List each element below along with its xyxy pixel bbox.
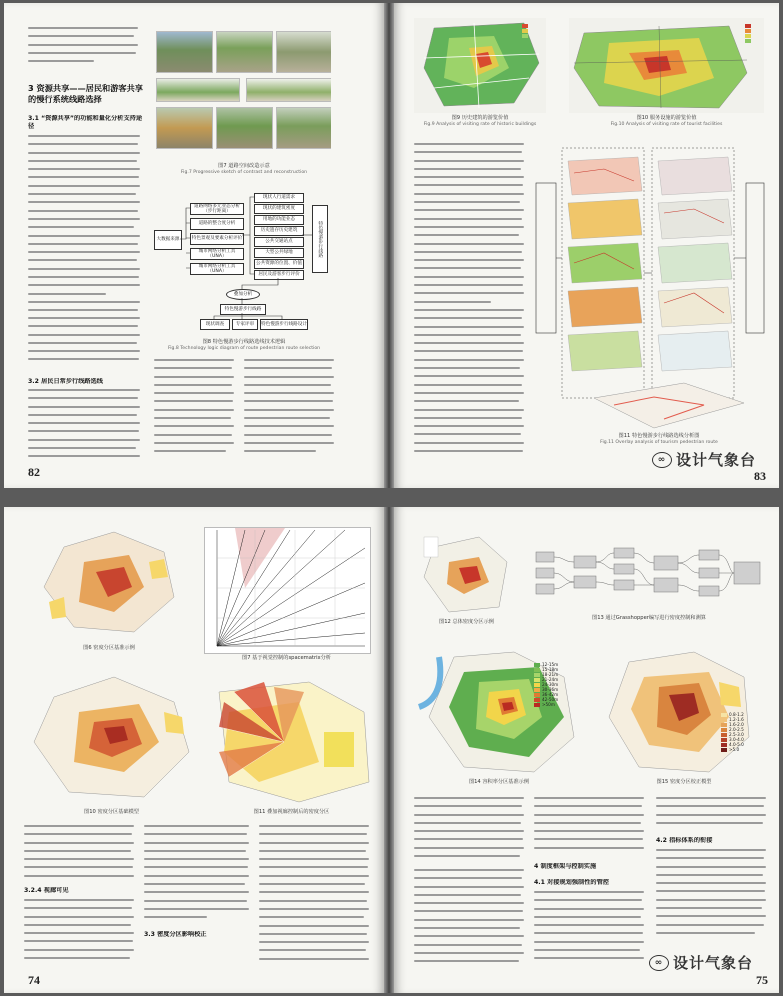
fig11-caption: 图11 叠加视廊控制后的密度分区 xyxy=(253,809,330,815)
flow-box: 公共资源的位置、价值 xyxy=(254,259,304,269)
subheading-3-3: 3.3 密度分区影响校正 xyxy=(144,931,207,938)
subheading-4-1: 4.1 对接规划强制性的管控 xyxy=(534,879,609,886)
street-photo xyxy=(276,107,331,149)
street-section-drawing xyxy=(156,78,240,102)
page-number: 74 xyxy=(28,973,40,987)
body-text-block xyxy=(534,891,644,971)
gutter xyxy=(384,507,394,993)
fig14-graphic xyxy=(414,647,584,777)
fig11-graphic xyxy=(534,143,769,433)
fig10-density-model xyxy=(24,672,199,807)
flow-box: 城市网络分析工具（UNA） xyxy=(190,248,244,260)
page-number: 83 xyxy=(754,469,766,483)
wechat-icon: ∞ xyxy=(649,955,669,971)
flow-connectors xyxy=(154,185,332,335)
fig10-graphic xyxy=(24,672,199,807)
fig10-map-graphic xyxy=(569,18,764,113)
fig11-overlay-diagram xyxy=(534,143,769,433)
fig12-caption: 图12 总体密度分区示例 xyxy=(439,619,494,625)
flow-box: 叠加分析 xyxy=(226,289,260,300)
section-heading: 3 资源共享——居民和游客共享的慢行系统线路选择 xyxy=(28,83,143,104)
fig7-spacematrix-chart xyxy=(204,527,371,654)
fig7-caption: 图7 道路空间改造示意 Fig.7 Progressive sketch of contrast and reconstruction xyxy=(180,163,308,175)
fig10-caption: 图10 服务设施的游览价值 Fig.10 Analysis of visiting rate of tourist facilities xyxy=(610,115,723,127)
bottom-spread xyxy=(4,507,779,993)
fig12-graphic xyxy=(419,532,514,617)
watermark: ∞ 设计气象台 xyxy=(649,952,753,973)
fig14-caption: 图14 容积率分区基准示例 xyxy=(468,779,530,785)
body-text-block xyxy=(414,797,524,867)
flow-box: 用地的功能业态 xyxy=(254,215,304,225)
body-text-block xyxy=(28,135,140,317)
street-photo xyxy=(276,31,331,73)
page-number: 75 xyxy=(756,973,768,987)
body-text-block xyxy=(24,899,134,969)
watermark: ∞ 设计气象台 xyxy=(652,449,756,470)
flow-box: 现状的建筑密度 xyxy=(254,204,304,214)
subheading-4: 4 制度框架与控制实施 xyxy=(534,863,597,870)
fig10-map xyxy=(569,18,764,113)
body-text-block xyxy=(414,869,524,969)
fig7-graphic xyxy=(205,528,370,653)
body-text-block xyxy=(144,825,249,970)
page-75 xyxy=(394,507,779,993)
fig6-graphic xyxy=(34,527,184,642)
street-photo xyxy=(216,31,273,73)
flow-box: 道路的整合度分析 xyxy=(190,218,244,230)
body-text-block xyxy=(28,389,140,464)
fig11-caption: 图11 特色慢游步行线路选线分析图 Fig.11 Overlay analysis of tourism pedestrian route xyxy=(600,433,718,445)
flow-box: 特色慢游步行线路设计 xyxy=(260,319,308,330)
body-text-block xyxy=(259,825,369,970)
flow-box: 历史遗存历史建筑 xyxy=(254,226,304,236)
fig6-density-map xyxy=(34,527,184,642)
fig8-flowchart xyxy=(154,185,332,335)
subheading-3-2: 3.2 居民日常步行线路选线 xyxy=(28,378,103,385)
fig15-corrected-model xyxy=(599,647,769,777)
fig9-map xyxy=(414,18,546,113)
body-text-block xyxy=(154,359,234,459)
page-83 xyxy=(394,3,779,488)
body-text-block xyxy=(28,27,138,75)
body-text-block xyxy=(534,797,644,857)
street-photo xyxy=(156,107,213,149)
body-text-block xyxy=(24,825,134,885)
flow-box: 大型公共绿地 xyxy=(254,248,304,258)
flow-box: 道路网络多元业态分析（步行距离） xyxy=(190,203,244,215)
fig11-graphic xyxy=(209,672,374,807)
flow-box: 特色景观及要素分析评价 xyxy=(190,233,244,245)
fig14-far-map xyxy=(414,647,584,777)
flow-box: 居民及游客步行评价 xyxy=(254,270,304,280)
subheading-4-2: 4.2 指标体系的衔接 xyxy=(656,837,713,844)
gutter xyxy=(384,3,394,488)
fig10-legend xyxy=(745,23,753,43)
fig9-legend xyxy=(522,23,530,43)
fig8-caption: 图8 特色慢游步行线路选线技术逻辑 Fig.8 Technology logic diagram of route pedestrian route selection xyxy=(167,339,321,351)
street-section-drawing xyxy=(246,78,331,102)
flow-box: 现状人行道需求 xyxy=(254,193,304,203)
flow-box-vertical: 特色慢游步行线路 xyxy=(312,205,328,273)
page-number: 82 xyxy=(28,465,40,479)
fig13-grasshopper-diagram xyxy=(534,542,764,607)
fig7-caption: 图7 基于视觉控制的spacematrix分析 xyxy=(242,655,331,661)
body-text-block xyxy=(656,797,766,833)
top-spread xyxy=(4,3,779,488)
fig15-caption: 图15 密度分区校正模型 xyxy=(656,779,712,785)
fig14-legend: 12-15m 15-18m 18-21m 21-24m 24-30m 30-36m 36-42m 42-50m >50m xyxy=(534,662,558,707)
street-photo xyxy=(156,31,213,73)
flow-box: 特色慢游步行线路 xyxy=(220,304,266,315)
fig7-photo-grid xyxy=(156,23,331,163)
street-photo xyxy=(216,107,273,149)
body-text-column xyxy=(414,143,524,473)
fig11-viewshed-density xyxy=(209,672,374,807)
subheading-3-2-4: 3.2.4 视廊可见 xyxy=(24,887,69,894)
body-text-block xyxy=(28,317,140,372)
fig9-caption: 图9 历史建筑的游览价值 Fig.9 Analysis of visiting rate of historic buildings xyxy=(423,115,537,127)
fig15-legend: 0.8-1.2 1.2-1.6 1.6-2.0 2.0-2.5 2.5-3.0 3.0-4.0 4.0-5.0 >5.0 xyxy=(721,712,744,752)
fig12-density-map xyxy=(419,532,514,617)
wechat-icon: ∞ xyxy=(652,452,672,468)
page-82 xyxy=(4,3,384,488)
body-text-block xyxy=(656,849,766,944)
flow-box: 大数据来源 xyxy=(154,230,182,250)
fig6-caption: 图6 密度分区基准示例 xyxy=(83,645,135,651)
fig13-caption: 图13 通过Grasshopper编写进行密度控制和测算 xyxy=(592,615,706,621)
body-text-block xyxy=(244,359,334,459)
fig10-caption: 图10 密度分区基础模型 xyxy=(84,809,139,815)
flow-box: 现状调查 xyxy=(200,319,230,330)
page-74 xyxy=(4,507,384,993)
subheading-3-1: 3.1 “资源共享”的功能和量化分析支持途径 xyxy=(28,115,143,131)
flow-box: 专家评审 xyxy=(232,319,258,330)
flow-box: 城市网络分析工具（UNA） xyxy=(190,263,244,275)
flow-box: 公共交通站点 xyxy=(254,237,304,247)
fig13-graphic xyxy=(534,542,764,607)
